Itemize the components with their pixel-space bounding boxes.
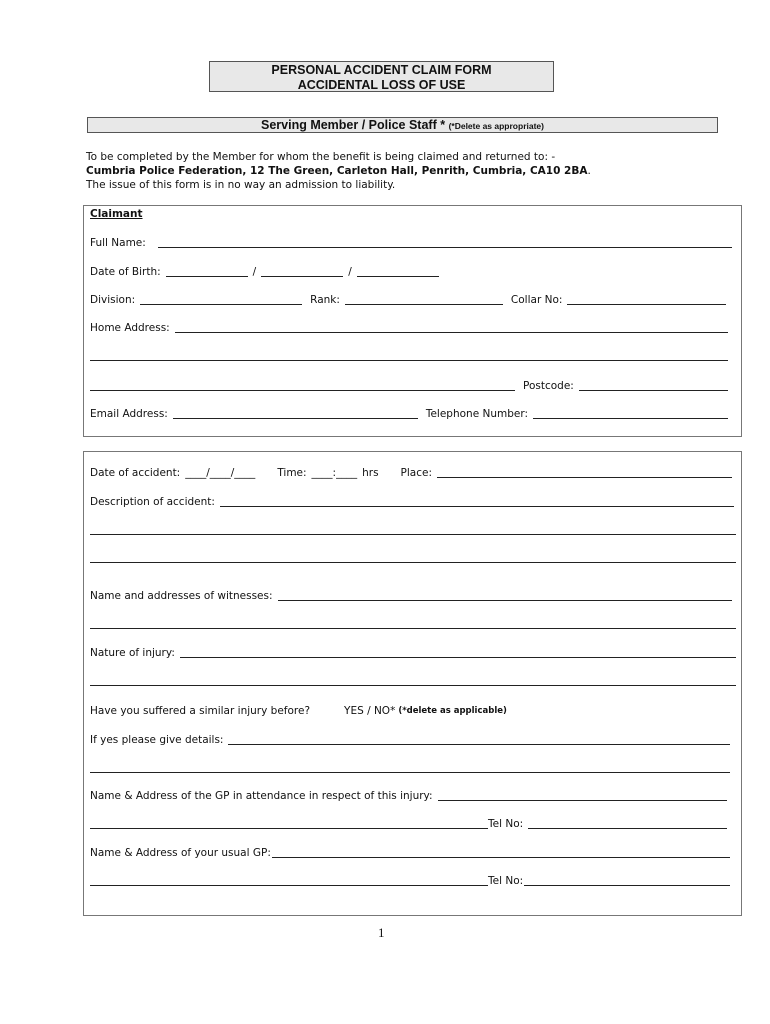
description-field-3[interactable] xyxy=(90,562,736,563)
division-field[interactable] xyxy=(140,304,302,305)
gp-tel-row xyxy=(90,818,727,830)
email-label: Email Address: xyxy=(90,408,168,420)
intro-disclaimer: The issue of this form is in no way an admission to liability. xyxy=(86,179,396,191)
delete-note: (*delete as applicable) xyxy=(398,706,507,716)
witnesses-label: Name and addresses of witnesses: xyxy=(90,590,273,602)
accident-date-label: Date of accident: xyxy=(90,467,181,479)
serving-member-bar xyxy=(87,117,718,133)
home-address-field-3[interactable] xyxy=(90,390,515,391)
usual-gp-row xyxy=(90,847,730,859)
dob-month-field[interactable] xyxy=(261,276,343,277)
description-row-3 xyxy=(90,552,736,564)
dob-row xyxy=(90,266,439,278)
home-address-row-2 xyxy=(90,350,728,362)
telephone-label: Telephone Number: xyxy=(425,408,529,420)
dob-year-field[interactable] xyxy=(357,276,439,277)
division-row xyxy=(90,294,726,306)
rank-label: Rank: xyxy=(310,294,340,306)
full-name-row xyxy=(90,237,732,249)
dob-day-field[interactable] xyxy=(166,276,248,277)
division-label: Division: xyxy=(90,294,136,306)
hrs-label: hrs xyxy=(362,467,379,479)
usual-gp-address-field[interactable] xyxy=(90,885,488,886)
form-title-line1: PERSONAL ACCIDENT CLAIM FORM xyxy=(271,63,492,77)
usual-gp-label: Name & Address of your usual GP: xyxy=(90,847,271,859)
details-field-1[interactable] xyxy=(228,744,730,745)
nature-row-2 xyxy=(90,675,736,687)
nature-field-1[interactable] xyxy=(180,657,736,658)
telephone-field[interactable] xyxy=(533,418,728,419)
return-address-end: . xyxy=(587,165,591,177)
gp-attendance-address-field[interactable] xyxy=(90,828,488,829)
full-name-field[interactable] xyxy=(158,247,732,248)
details-label: If yes please give details: xyxy=(90,734,224,746)
accident-date-field[interactable]: ____/____/____ xyxy=(185,467,256,479)
postcode-row xyxy=(90,380,728,392)
form-title-line2: ACCIDENTAL LOSS OF USE xyxy=(297,78,466,92)
time-field[interactable]: ____:____ xyxy=(311,467,358,479)
description-label: Description of accident: xyxy=(90,496,215,508)
place-label: Place: xyxy=(400,467,433,479)
collar-label: Collar No: xyxy=(510,294,563,306)
home-address-field-1[interactable] xyxy=(175,332,728,333)
intro-line1: To be completed by the Member for whom the benefit is being claimed and returned to: - xyxy=(86,151,556,163)
similar-injury-row xyxy=(90,705,507,717)
serving-note: (*Delete as appropriate) xyxy=(448,121,544,131)
dob-slash-2: / xyxy=(348,266,352,278)
gp-tel-label: Tel No: xyxy=(488,818,524,830)
witnesses-field-2[interactable] xyxy=(90,628,736,629)
intro-text xyxy=(86,150,726,192)
full-name-label: Full Name: xyxy=(90,237,146,249)
email-field[interactable] xyxy=(173,418,418,419)
details-field-2[interactable] xyxy=(90,772,730,773)
claimant-heading: Claimant xyxy=(90,208,143,220)
description-row xyxy=(90,496,734,508)
nature-label: Nature of injury: xyxy=(90,647,175,659)
dob-slash-1: / xyxy=(252,266,257,278)
usual-gp-field[interactable] xyxy=(272,857,730,858)
rank-field[interactable] xyxy=(345,304,503,305)
gp-tel-field[interactable] xyxy=(528,828,727,829)
home-address-label: Home Address: xyxy=(90,322,170,334)
accident-date-row xyxy=(90,467,732,479)
yes-no-option[interactable]: YES / NO* xyxy=(344,705,396,717)
serving-label: Serving Member / Police Staff * xyxy=(261,118,449,132)
dob-label: Date of Birth: xyxy=(90,266,161,278)
postcode-label: Postcode: xyxy=(523,380,574,392)
return-address: Cumbria Police Federation, 12 The Green, Carleton Hall, Penrith, Cumbria, CA10 2BA xyxy=(86,165,588,177)
form-title xyxy=(209,61,554,92)
time-label: Time: xyxy=(277,467,307,479)
gp-attendance-field[interactable] xyxy=(438,800,727,801)
details-row-2 xyxy=(90,762,730,774)
witnesses-row-2 xyxy=(90,618,736,630)
description-field-1[interactable] xyxy=(220,506,734,507)
witnesses-field-1[interactable] xyxy=(278,600,732,601)
similar-injury-label: Have you suffered a similar injury before? xyxy=(90,705,311,717)
collar-field[interactable] xyxy=(567,304,726,305)
description-field-2[interactable] xyxy=(90,534,736,535)
nature-row xyxy=(90,647,736,659)
gp-attendance-row xyxy=(90,790,727,802)
usual-gp-tel-field[interactable] xyxy=(524,885,730,886)
description-row-2 xyxy=(90,524,736,536)
home-address-field-2[interactable] xyxy=(90,360,728,361)
postcode-field[interactable] xyxy=(579,390,728,391)
page-number: 1 xyxy=(378,925,385,940)
gp-attendance-label: Name & Address of the GP in attendance in respect of this injury: xyxy=(90,790,433,802)
witnesses-row xyxy=(90,590,732,602)
usual-gp-tel-label: Tel No: xyxy=(488,875,524,887)
usual-gp-tel-row xyxy=(90,875,730,887)
home-address-row xyxy=(90,322,728,334)
contact-row xyxy=(90,408,728,420)
nature-field-2[interactable] xyxy=(90,685,736,686)
details-row xyxy=(90,734,730,746)
place-field[interactable] xyxy=(437,477,732,478)
